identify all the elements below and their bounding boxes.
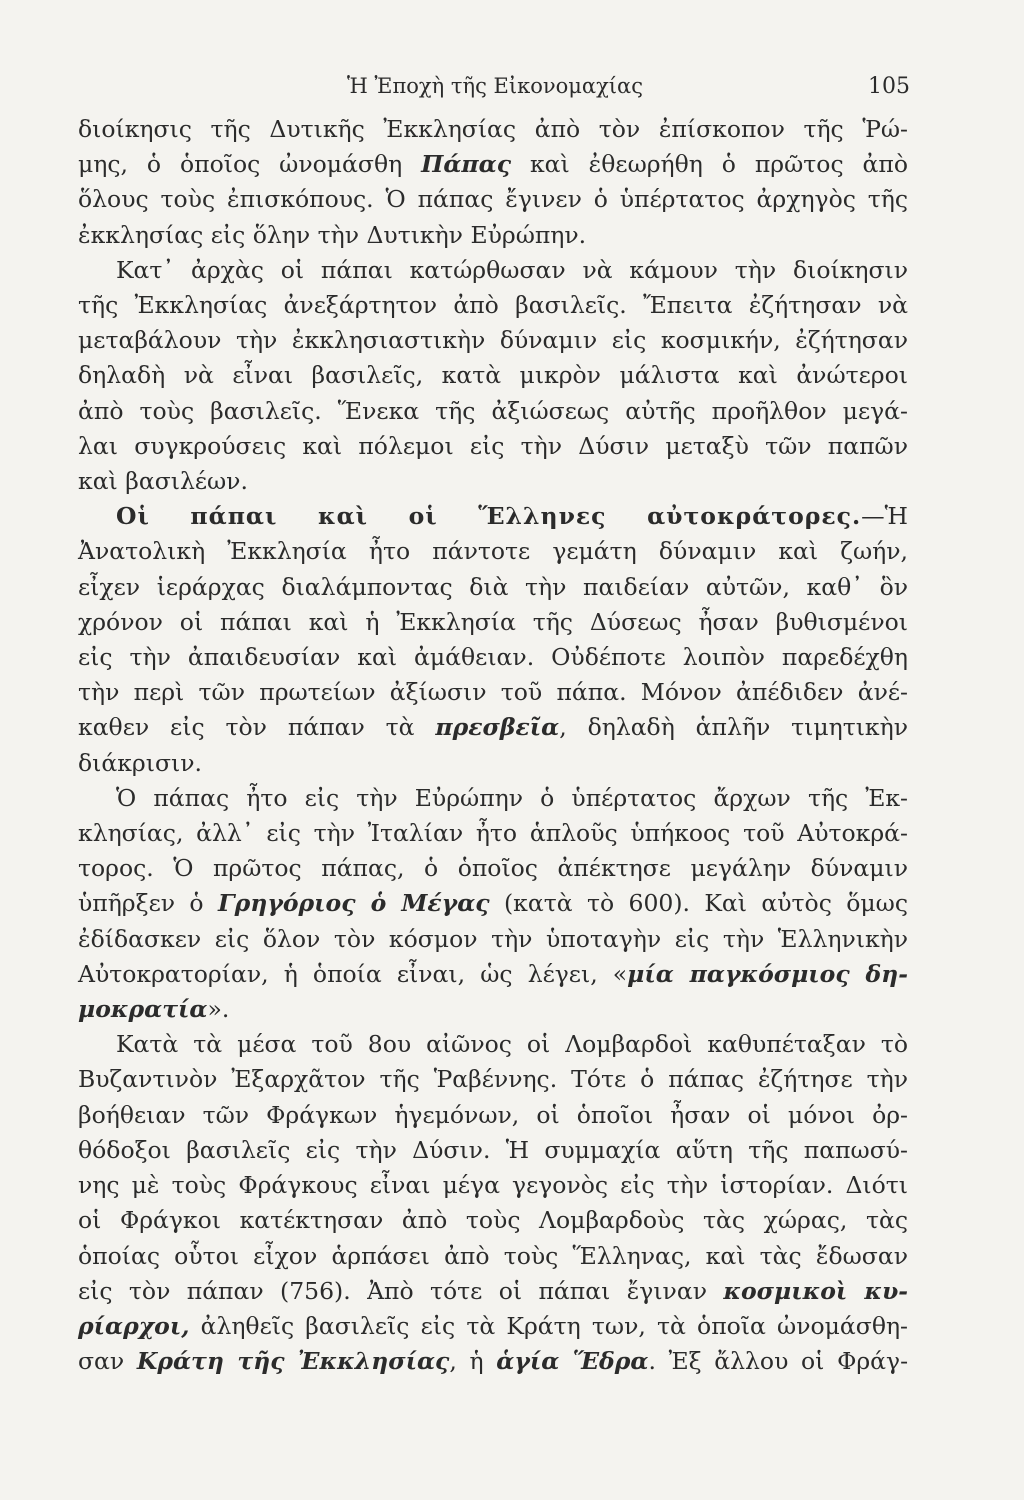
page-number: 105 bbox=[868, 74, 910, 99]
text-line: ὅλους τοὺς ἐπισκόπους. Ὁ πάπας ἔγινεν ὁ ὑπέρτατος ἀρχηγὸς τῆς bbox=[78, 185, 908, 214]
text-line: οἱ Φράγκοι κατέκτησαν ἀπὸ τοὺς Λομβαρδοὺς τὰς χώρας, τὰς bbox=[78, 1206, 908, 1235]
page-header bbox=[80, 70, 910, 110]
text-line bbox=[78, 1309, 908, 1344]
emphasis-krati: Κράτη τῆς Ἐκκλησίας bbox=[136, 1347, 450, 1376]
text-line bbox=[78, 957, 908, 992]
text-run: εἰς τὸν πάπαν (756). Ἀπὸ τότε οἱ πάπαι ἔγιναν bbox=[78, 1276, 724, 1305]
text-run: καθεν εἰς τὸν πάπαν τὰ bbox=[78, 713, 436, 742]
text-line: ἐδίδασκεν εἰς ὅλον τὸν κόσμον τὴν ὑποταγὴν εἰς τὴν Ἑλληνικὴν bbox=[78, 924, 908, 953]
text-line: τῆς Ἐκκλησίας ἀνεξάρτητον ἀπὸ βασιλεῖς. Ἔπειτα ἐζήτησαν νὰ bbox=[78, 291, 908, 320]
text-line: βοήθειαν τῶν Φράγκων ἡγεμόνων, οἱ ὁποῖοι ἦσαν οἱ μόνοι ὀρ- bbox=[78, 1100, 908, 1129]
text-run: ἀληθεῖς βασιλεῖς εἰς τὰ Κράτη των, τὰ ὁποῖα ὠνομάσθη- bbox=[189, 1311, 908, 1340]
paragraph-1 bbox=[78, 112, 908, 253]
text-line bbox=[78, 1344, 908, 1379]
running-title: Ἡ Ἐποχὴ τῆς Εἰκονομαχίας bbox=[347, 74, 643, 98]
text-line: ἐκκλησίας εἰς ὅλην τὴν Δυτικὴν Εὐρώπην. bbox=[78, 220, 587, 249]
body-text bbox=[78, 112, 908, 1379]
text-line: διάκρισιν. bbox=[78, 748, 202, 777]
text-run: , δηλαδὴ ἁπλῆν τιμητικὴν bbox=[559, 713, 908, 742]
text-run: σαν bbox=[78, 1347, 137, 1376]
paragraph-3 bbox=[78, 499, 908, 781]
paragraph-4 bbox=[78, 781, 908, 1027]
text-run: Αὐτοκρατορίαν, ἡ ὁποία εἶναι, ὡς λέγει, « bbox=[78, 959, 628, 988]
emphasis-presbeia: πρεσβεῖα bbox=[435, 713, 560, 742]
text-run: (κατὰ τὸ 600). Καὶ αὐτὸς ὅμως bbox=[489, 889, 908, 918]
text-run: ». bbox=[207, 995, 230, 1024]
text-run: . Ἐξ ἄλλου οἱ Φράγ- bbox=[648, 1347, 909, 1376]
text-line bbox=[78, 147, 908, 182]
text-line: λαι συγκρούσεις καὶ πόλεμοι εἰς τὴν Δύσιν μεταξὺ τῶν παπῶν bbox=[78, 431, 908, 460]
emphasis-papas: Πάπας bbox=[421, 150, 512, 179]
text-run: μης, ὁ ὁποῖος ὠνομάσθη bbox=[78, 150, 422, 179]
text-line: εἶχεν ἱεράρχας διαλάμποντας διὰ τὴν παιδείαν αὐτῶν, καθ᾿ ὃν bbox=[78, 572, 908, 601]
text-line: τορος. Ὁ πρῶτος πάπας, ὁ ὁποῖος ἀπέκτησε μεγάλην δύναμιν bbox=[78, 854, 908, 883]
text-line: Βυζαντινὸν Ἐξαρχᾶτον τῆς Ῥαβέννης. Τότε ὁ πάπας ἐζήτησε τὴν bbox=[78, 1065, 908, 1094]
text-line: διοίκησις τῆς Δυτικῆς Ἐκκλησίας ἀπὸ τὸν ἐπίσκοπον τῆς Ῥώ- bbox=[78, 115, 908, 143]
text-line: καὶ βασιλέων. bbox=[78, 467, 248, 496]
text-run: —Ἡ bbox=[861, 502, 908, 531]
text-line: Ὁ πάπας ἦτο εἰς τὴν Εὐρώπην ὁ ὑπέρτατος ἄρχων τῆς Ἐκ- bbox=[116, 783, 908, 812]
text-line bbox=[78, 710, 908, 745]
text-line: ἀπὸ τοὺς βασιλεῖς. Ἕνεκα τῆς ἀξιώσεως αὐτῆς προῆλθον μεγά- bbox=[78, 396, 908, 425]
text-line: τὴν περὶ τῶν πρωτείων ἀξίωσιν τοῦ πάπα. Μόνον ἀπέδιδεν ἀνέ- bbox=[78, 678, 908, 707]
emphasis-quote-end: μοκρατία bbox=[78, 995, 208, 1024]
text-line: θόδοξοι βασιλεῖς εἰς τὴν Δύσιν. Ἡ συμμαχία αὕτη τῆς παπωσύ- bbox=[78, 1135, 908, 1164]
paragraph-2 bbox=[78, 253, 908, 499]
emphasis-kyriarchoi: ρίαρχοι, bbox=[78, 1311, 190, 1340]
text-line bbox=[78, 1274, 908, 1309]
text-line bbox=[78, 992, 908, 1027]
text-line bbox=[78, 886, 908, 921]
text-run: , ἡ bbox=[449, 1347, 497, 1376]
text-line: νης μὲ τοὺς Φράγκους εἶναι μέγα γεγονὸς εἰς τὴν ἱστορίαν. Διότι bbox=[78, 1171, 908, 1200]
text-line: δηλαδὴ νὰ εἶναι βασιλεῖς, κατὰ μικρὸν μάλιστα καὶ ἀνώτεροι bbox=[78, 361, 908, 390]
text-line: κλησίας, ἀλλ᾿ εἰς τὴν Ἰταλίαν ἦτο ἁπλοῦς ὑπήκοος τοῦ Αὐτοκρά- bbox=[78, 819, 908, 848]
text-line: χρόνον οἱ πάπαι καὶ ἡ Ἐκκλησία τῆς Δύσεως ἦσαν βυθισμένοι bbox=[78, 607, 908, 636]
section-heading: Οἱ πάπαι καὶ οἱ Ἕλληνες αὐτοκράτορες. bbox=[116, 502, 862, 531]
emphasis-quote: μία παγκόσμιος δη- bbox=[627, 959, 908, 988]
text-run: καὶ ἐθεωρήθη ὁ πρῶτος ἀπὸ bbox=[511, 150, 908, 179]
text-line: εἰς τὴν ἀπαιδευσίαν καὶ ἀμάθειαν. Οὐδέποτε λοιπὸν παρεδέχθη bbox=[78, 643, 908, 672]
text-run: ὑπῆρξεν ὁ bbox=[78, 889, 218, 918]
text-line: Ἀνατολικὴ Ἐκκλησία ἦτο πάντοτε γεμάτη δύναμιν καὶ ζωήν, bbox=[78, 537, 908, 566]
emphasis-gregory: Γρηγόριος ὁ Μέγας bbox=[217, 889, 490, 918]
text-line bbox=[78, 499, 908, 534]
emphasis-agia-edra: ἁγία Ἕδρα bbox=[496, 1347, 649, 1376]
text-line: Κατ᾿ ἀρχὰς οἱ πάπαι κατώρθωσαν νὰ κάμουν τὴν διοίκησιν bbox=[116, 255, 908, 284]
text-line: ὁποίας οὗτοι εἶχον ἁρπάσει ἀπὸ τοὺς Ἕλληνας, καὶ τὰς ἔδωσαν bbox=[78, 1241, 908, 1270]
emphasis-kosmikoi: κοσμικοὶ κυ- bbox=[723, 1276, 908, 1305]
paragraph-5 bbox=[78, 1027, 908, 1379]
text-line: Κατὰ τὰ μέσα τοῦ 8ου αἰῶνος οἱ Λομβαρδοὶ καθυπέταξαν τὸ bbox=[116, 1030, 908, 1059]
text-line: μεταβάλουν τὴν ἐκκλησιαστικὴν δύναμιν εἰς κοσμικήν, ἐζήτησαν bbox=[78, 326, 908, 355]
